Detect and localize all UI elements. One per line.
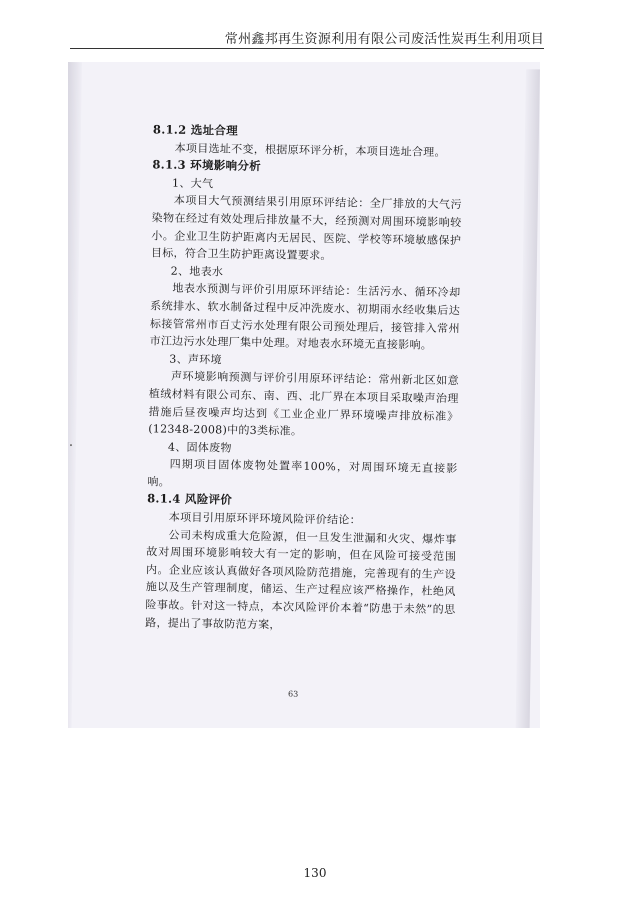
- scan-right-edge: [515, 69, 539, 728]
- scanned-page: [68, 62, 540, 728]
- section-heading: 8.1.3 环境影响分析: [152, 157, 262, 174]
- subsection-label: 3、声环境: [169, 352, 222, 367]
- header-title: 常州鑫邦再生资源利用有限公司废活性炭再生利用项目: [224, 32, 544, 47]
- paragraph: 四期项目固体废物处置率100%，对周围环境无直接影响。: [147, 457, 458, 489]
- page-header: [70, 26, 544, 49]
- section-heading: 8.1.2 选址合理: [152, 122, 239, 138]
- paragraph: 地表水预测与评价引用原环评结论：生活污水、循环冷却系统排水、软水制备过程中反冲洗废水、初期雨水经收集后达标接管常州市百丈污水处理有限公司预处理后，接管排入常州市江边污水处理厂集中处理。对地表水环境无直接影响。: [149, 282, 461, 352]
- paragraph: 本项目大气预测结果引用原环评结论：全厂排放的大气污染物在经过有效处理后排放量不大，经预测对周围环境影响较小。企业卫生防护距离内无居民、医院、学校等环境敏感保护目标，符合卫生防护距离设置要求。: [150, 194, 462, 263]
- subsection-label: 4、固体废物: [167, 440, 232, 455]
- page-number: 130: [303, 866, 327, 880]
- scanned-page-content: [68, 62, 540, 728]
- paragraph: 公司未构成重大危险源，但一旦发生泄漏和火灾、爆炸事故对周围环境影响较大有一定的影响，但在风险可接受范围内。企业应该认真做好各项风险防范措施，完善现有的生产设施以及生产管理制度，储运、生产过程应该严格操作，杜绝风险事故。针对这一特点，本次风险评价本着“防患于未然”的思路，提出了事故防范方案，: [145, 528, 457, 632]
- paragraph: 声环境影响预测与评价引用原环评结论：常州新北区如意植绒材料有限公司东、南、西、北厂界在本项目采取噪声治理措施后昼夜噪声均达到《工业企业厂界环境噪声排放标准》(12348-2008)中的3类标准。: [148, 369, 460, 438]
- paragraph: 本项目引用原环评环境风险评价结论：: [168, 510, 362, 527]
- scan-left-edge: [68, 62, 82, 728]
- section-heading: 8.1.4 风险评价: [147, 491, 233, 508]
- scanned-text-body: [145, 121, 463, 636]
- scanned-page-number: 63: [288, 689, 299, 699]
- scan-speck: [70, 444, 72, 446]
- paragraph: 本项目选址不变，根据原环评分析，本项目选址合理。: [174, 141, 446, 159]
- subsection-label: 1、大气: [172, 176, 214, 191]
- subsection-label: 2、地表水: [170, 264, 224, 279]
